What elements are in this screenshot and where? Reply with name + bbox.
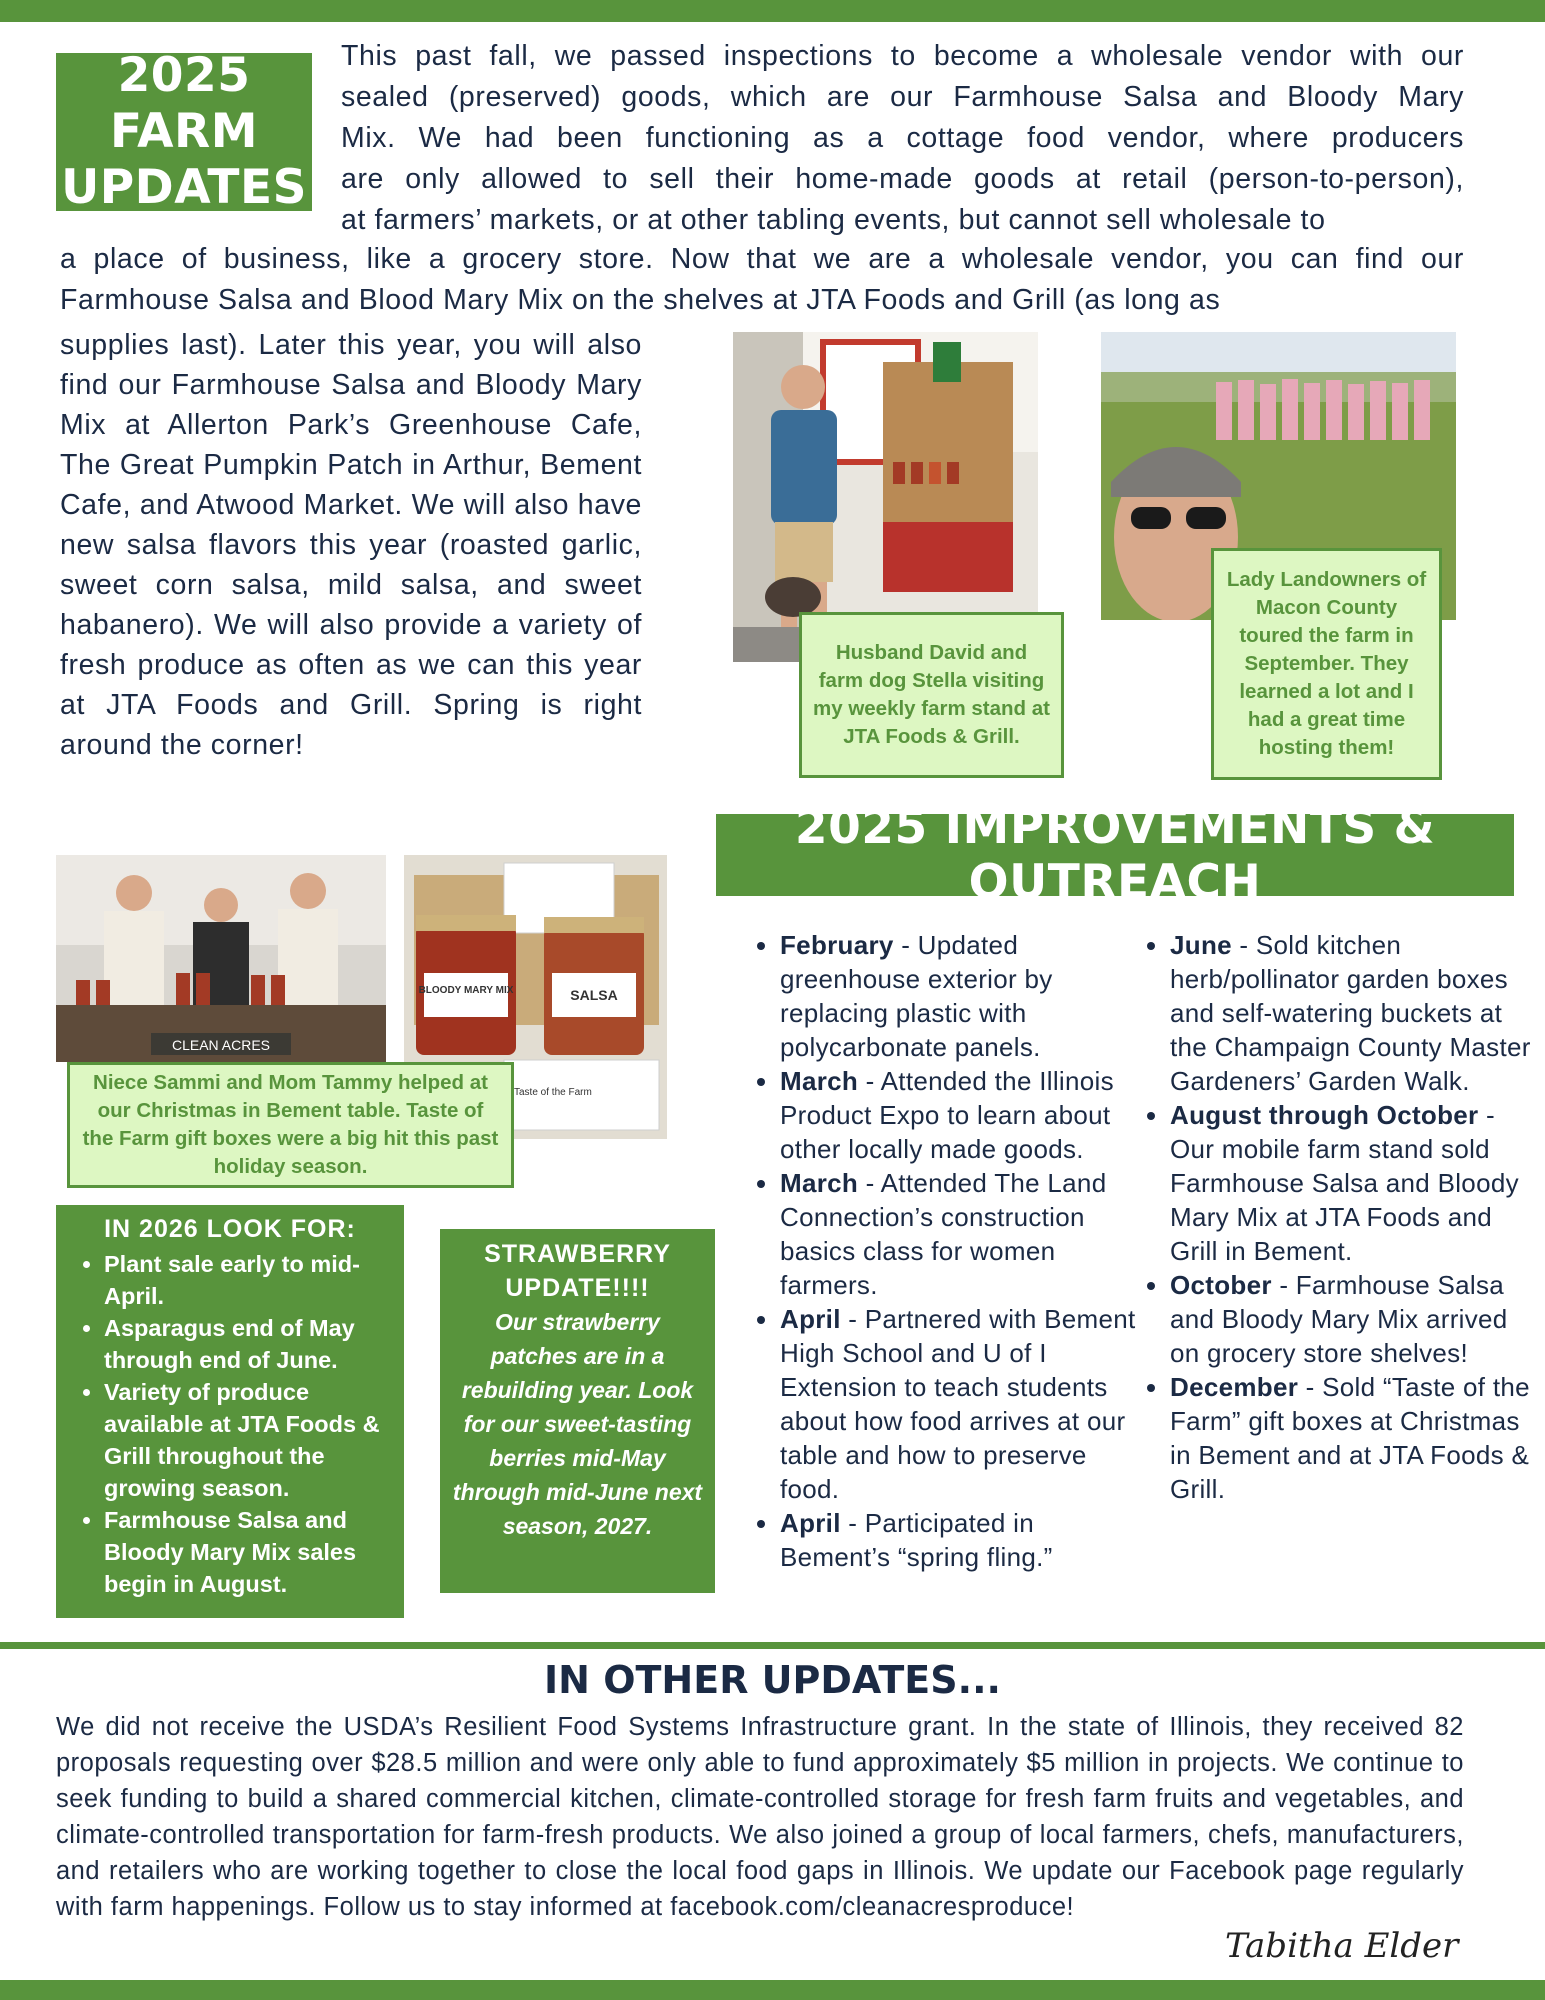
- section-divider: [0, 1642, 1545, 1649]
- stand-sign-text: CLEAN ACRES: [171, 1037, 271, 1053]
- timeline-item: • March - Attended The Land Connection’s construction basics class for women farmers.: [780, 1166, 1140, 1302]
- farm-updates-body: supplies last). Later this year, you will also find our Farmhouse Salsa and Bloody Mary Mix at Allerton Park’s Greenhouse Cafe, The Great Pumpkin Patch in Arthur, Bement Cafe, and Atwood Market. We will also have new salsa flavors this year (roasted garlic, sweet corn salsa, mild salsa, and sweet habanero). We will also provide a variety of fresh produce as often as we can this year at JTA Foods and Grill. Spring is right around the corner!: [60, 329, 642, 761]
- bottom-bar: [0, 1980, 1545, 2000]
- intro-line-3: Mix. We had been functioning as a cottage food vendor, where producers: [341, 122, 1464, 154]
- signature: Tabitha Elder: [1225, 1926, 1459, 1966]
- farm-updates-title-line1: 2025 FARM: [109, 48, 259, 159]
- other-updates-body: We did not receive the USDA’s Resilient Food Systems Infrastructure grant. In the state of Illinois, they received 82 proposals requesting over $28.5 million and were only able to fund approximately $5 million in projects. We continue to seek funding to build a shared commercial kitchen, climate-controlled storage for fresh farm fruits and vegetables, and climate-controlled transportation for farm-fresh products. We also joined a group of local farmers, chefs, manufacturers, and retailers who are working together to close the local food gaps in Illinois. We update our Facebook page regularly with farm happenings. Follow us to stay informed at facebook.com/cleanacresproduce!: [56, 1713, 1464, 1921]
- box-card-text: Taste of the Farm: [514, 1087, 592, 1098]
- strawberry-body: Our strawberry patches are in a rebuilding year. Look for our sweet-tasting berries mid-May through mid-June next season, 2027.: [452, 1309, 703, 1539]
- timeline-item: • December - Sold “Taste of the Farm” gift boxes at Christmas in Bement and at JTA Foods & Grill.: [1170, 1370, 1540, 1506]
- timeline-item: • April - Participated in Bement’s “spring fling.”: [780, 1506, 1140, 1574]
- intro-line-2: sealed (preserved) goods, which are our Farmhouse Salsa and Bloody Mary: [341, 81, 1464, 113]
- timeline-item: • February - Updated greenhouse exterior by replacing plastic with polycarbonate panels.: [780, 928, 1140, 1064]
- top-bar: [0, 0, 1545, 22]
- jar1-label: BLOODY MARY MIX: [418, 985, 514, 996]
- intro-line-4: are only allowed to sell their home-made goods at retail (person-to-person),: [341, 163, 1464, 195]
- farm-stand-caption: Husband David and farm dog Stella visiting my weekly farm stand at JTA Foods & Grill.: [799, 612, 1064, 778]
- christmas-table-illustration: [56, 855, 386, 1062]
- timeline-item: • August through October - Our mobile farm stand sold Farmhouse Salsa and Bloody Mary Mix at JTA Foods and Grill in Bement.: [1170, 1098, 1540, 1268]
- timeline-item: • April - Partnered with Bement High School and U of I Extension to teach students about how food arrives at our table and how to preserve food.: [780, 1302, 1140, 1506]
- look-for-title: IN 2026 LOOK FOR:: [104, 1215, 356, 1243]
- list-item: • Plant sale early to mid-April.: [104, 1248, 404, 1312]
- improvements-col1: [746, 928, 1140, 1574]
- look-for-list: [56, 1248, 404, 1600]
- farm-updates-title: [56, 48, 312, 215]
- christmas-caption: Niece Sammi and Mom Tammy helped at our Christmas in Bement table. Taste of the Farm gift boxes were a big hit this past holiday season.: [67, 1062, 514, 1188]
- farm-updates-title-line2: UPDATES: [61, 160, 307, 215]
- jar2-label: SALSA: [570, 987, 618, 1003]
- other-updates-title: IN OTHER UPDATES...: [544, 1658, 1001, 1702]
- intro-line-6: a place of business, like a grocery store. Now that we are a wholesale vendor, you can find our: [60, 243, 1464, 275]
- landowners-caption: Lady Landowners of Macon County toured the farm in September. They learned a lot and I had a great time hosting them!: [1211, 548, 1442, 780]
- list-item: • Farmhouse Salsa and Bloody Mary Mix sales begin in August.: [104, 1504, 404, 1600]
- strawberry-box: [440, 1229, 715, 1593]
- improvements-col2: [1136, 928, 1540, 1506]
- intro-line-7: Farmhouse Salsa and Blood Mary Mix on the shelves at JTA Foods and Grill (as long as: [60, 284, 1221, 316]
- improvements-title: 2025 IMPROVEMENTS & OUTREACH: [716, 814, 1514, 896]
- christmas-table-photo: [56, 855, 386, 1062]
- strawberry-title: STRAWBERRY UPDATE!!!!: [484, 1240, 671, 1302]
- intro-line-5: at farmers’ markets, or at other tabling events, but cannot sell wholesale to: [341, 204, 1326, 236]
- look-for-box: [56, 1205, 404, 1618]
- timeline-item: • March - Attended the Illinois Product Expo to learn about other locally made goods.: [780, 1064, 1140, 1166]
- timeline-item: • October - Farmhouse Salsa and Bloody Mary Mix arrived on grocery store shelves!: [1170, 1268, 1540, 1370]
- timeline-item: • June - Sold kitchen herb/pollinator garden boxes and self-watering buckets at the Champaign County Master Gardeners’ Garden Walk.: [1170, 928, 1540, 1098]
- list-item: • Asparagus end of May through end of June.: [104, 1312, 404, 1376]
- intro-line-1: This past fall, we passed inspections to become a wholesale vendor with our: [341, 40, 1464, 72]
- list-item: • Variety of produce available at JTA Foods & Grill throughout the growing season.: [104, 1376, 404, 1504]
